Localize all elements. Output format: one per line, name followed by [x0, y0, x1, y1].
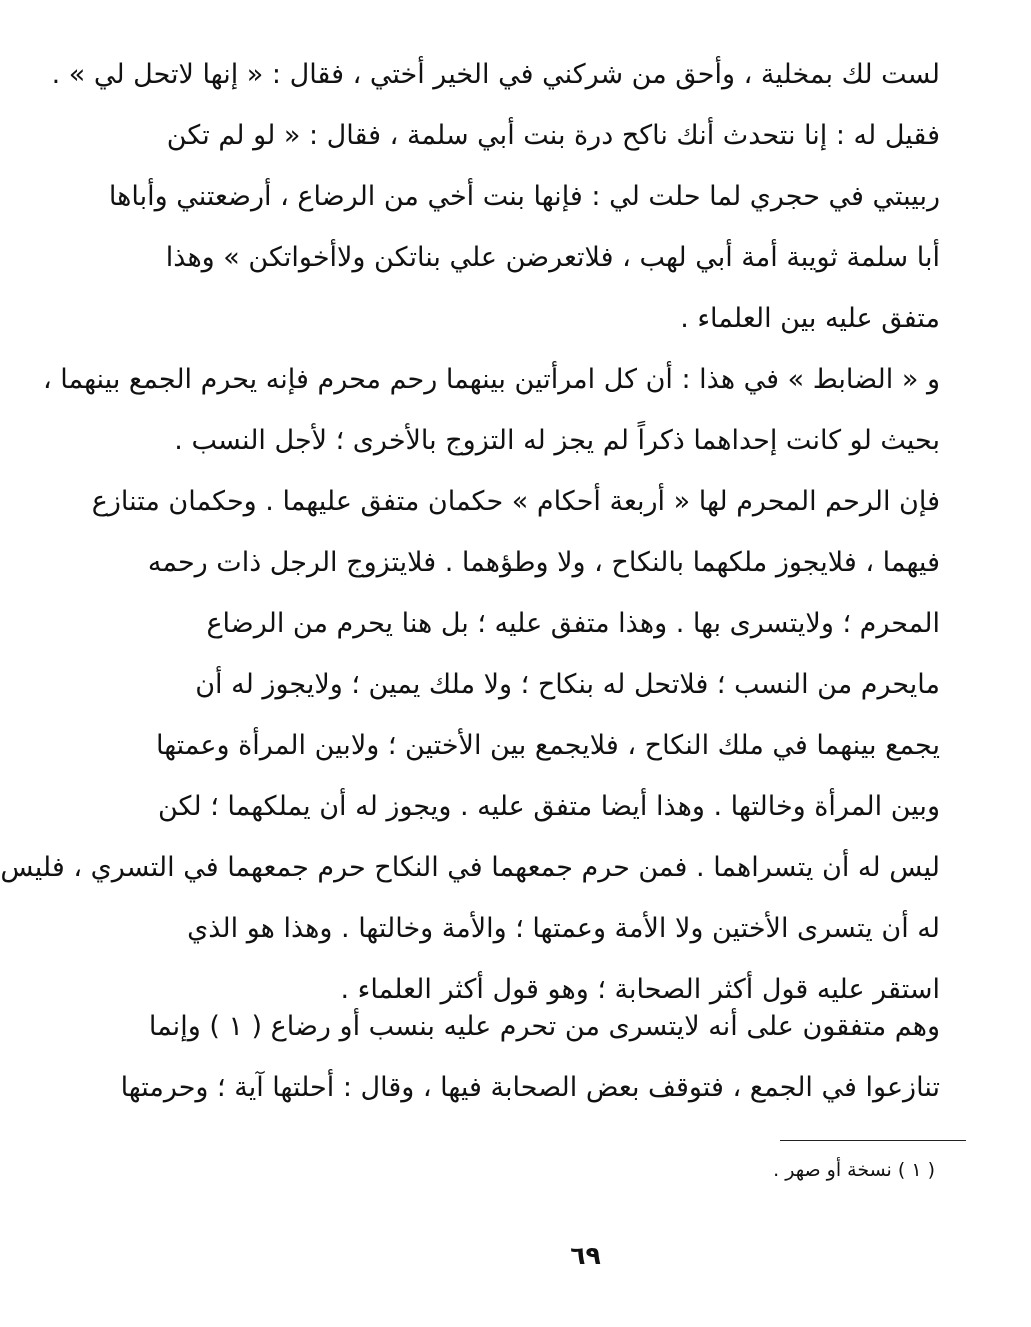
text-line: وبين المرأة وخالتها . وهذا أيضا متفق عليه . ويجوز له أن يملكهما ؛ لكن	[157, 791, 940, 822]
text-line: ليس له أن يتسراهما . فمن حرم جمعهما في النكاح حرم جمعهما في التسري ، فليس	[0, 852, 940, 883]
footnote: ( ١ ) نسخة أو صهر .	[773, 1159, 935, 1181]
text-line: بحيث لو كانت إحداهما ذكراً لم يجز له التزوج بالأخرى ؛ لأجل النسب .	[174, 425, 940, 456]
text-line: مايحرم من النسب ؛ فلاتحل له بنكاح ؛ ولا ملك يمين ؛ ولايجوز له أن	[195, 669, 940, 700]
text-line: فإن الرحم المحرم لها « أربعة أحكام » حكمان متفق عليهما . وحكمان متنازع	[91, 486, 940, 517]
text-line: يجمع بينهما في ملك النكاح ، فلايجمع بين الأختين ؛ ولابين المرأة وعمتها	[155, 730, 940, 761]
text-line: فيهما ، فلايجوز ملكهما بالنكاح ، ولا وطؤهما . فلايتزوج الرجل ذات رحمه	[147, 547, 940, 578]
text-line: استقر عليه قول أكثر الصحابة ؛ وهو قول أكثر العلماء .	[340, 974, 940, 1005]
footnote-divider	[780, 1140, 966, 1141]
paragraph-3	[120, 996, 940, 1118]
text-line: أبا سلمة ثويبة أمة أبي لهب ، فلاتعرضن علي بناتكن ولاأخواتكن » وهذا	[165, 242, 940, 273]
text-line: لست لك بمخلية ، وأحق من شركني في الخير أختي ، فقال : « إنها لاتحل لي » .	[51, 59, 940, 90]
text-line: فقيل له : إنا نتحدث أنك ناكح درة بنت أبي سلمة ، فقال : « لو لم تكن	[166, 120, 940, 151]
text-line: و « الضابط » في هذا : أن كل امرأتين بينهما رحم محرم فإنه يحرم الجمع بينهما ،	[42, 364, 940, 395]
text-line: وهم متفقون على أنه لايتسرى من تحرم عليه بنسب أو رضاع ( ١ ) وإنما	[148, 1011, 940, 1042]
page-number: ٦٩	[570, 1241, 601, 1270]
text-line: المحرم ؛ ولايتسرى بها . وهذا متفق عليه ؛ بل هنا يحرم من الرضاع	[206, 608, 940, 639]
paragraph-2	[0, 349, 940, 1020]
paragraph-1	[51, 44, 940, 349]
text-line: ربيبتي في حجري لما حلت لي : فإنها بنت أخي من الرضاع ، أرضعتني وأباها	[108, 181, 940, 212]
text-line: له أن يتسرى الأختين ولا الأمة وعمتها ؛ والأمة وخالتها . وهذا هو الذي	[187, 913, 940, 944]
text-line: متفق عليه بين العلماء .	[680, 303, 940, 334]
text-line: تنازعوا في الجمع ، فتوقف بعض الصحابة فيها ، وقال : أحلتها آية ؛ وحرمتها	[120, 1072, 940, 1103]
